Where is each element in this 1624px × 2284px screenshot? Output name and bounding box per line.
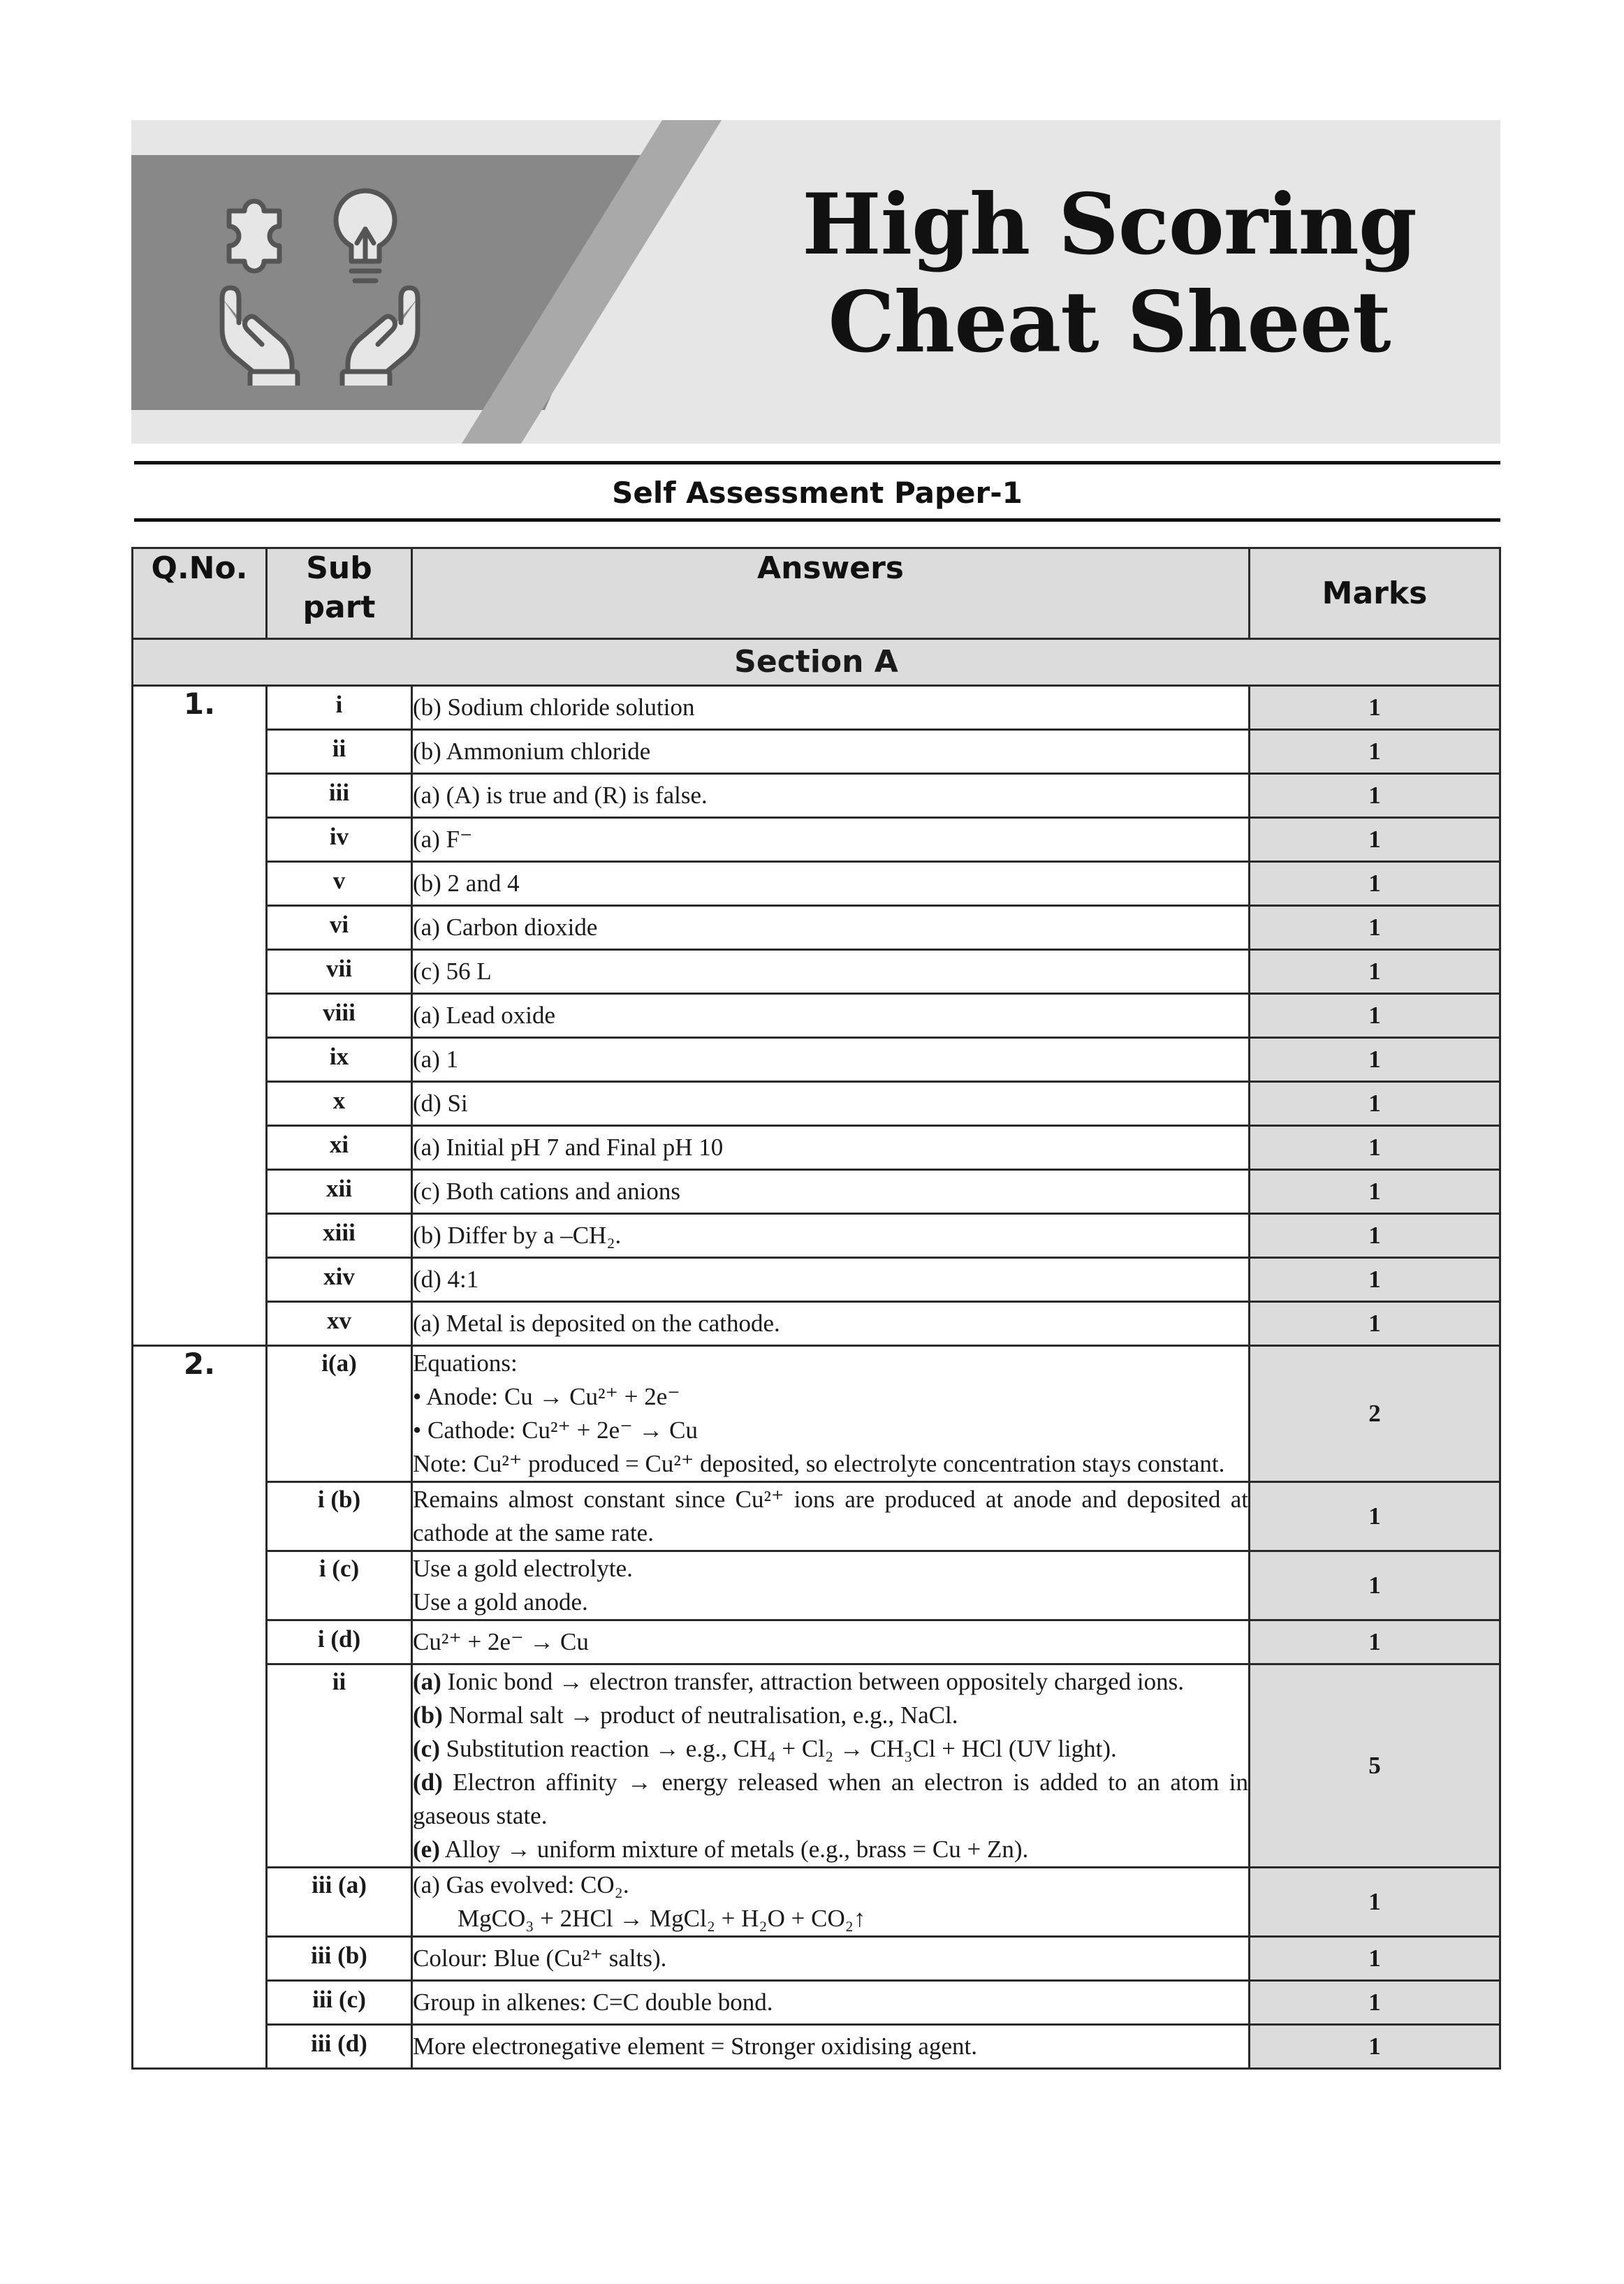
table-row <box>133 1620 1500 1664</box>
marks-cell: 1 <box>1250 686 1500 730</box>
paper-subtitle: Self Assessment Paper-1 <box>612 476 1023 510</box>
subpart-label: i (c) <box>267 1551 412 1620</box>
subpart-label: ix <box>267 1038 412 1082</box>
table-row <box>133 1664 1500 1868</box>
marks-cell: 1 <box>1250 1082 1500 1126</box>
header-answers: Answers <box>412 548 1250 639</box>
answer-cell: Group in alkenes: C=C double bond. <box>412 1981 1250 2025</box>
subpart-label: ii <box>267 1664 412 1868</box>
subpart-label: iii (d) <box>267 2025 412 2069</box>
table-row <box>133 774 1500 818</box>
table-row <box>133 862 1500 906</box>
item-text: Normal salt → product of neutralisation, e.g., NaCl. <box>442 1701 958 1729</box>
table-row <box>133 1038 1500 1082</box>
table-row <box>133 1551 1500 1620</box>
subpart-label: v <box>267 862 412 906</box>
header-row <box>133 548 1500 639</box>
answer-cell: (d) 4:1 <box>412 1258 1250 1302</box>
question-number: 2. <box>133 1346 267 2069</box>
answer-line: (a) Gas evolved: CO₂. <box>413 1871 629 1898</box>
right-hand-icon <box>342 288 418 386</box>
answer-cell: (a) F⁻ <box>412 818 1250 862</box>
marks-cell: 1 <box>1250 1551 1500 1620</box>
question-1-rows <box>133 686 1500 1346</box>
marks-cell: 1 <box>1250 1868 1500 1937</box>
answer-cell: Remains almost constant since Cu²⁺ ions are produced at anode and deposited at cathode at the same rate. <box>412 1482 1250 1551</box>
subpart-label: ii <box>267 730 412 774</box>
subpart-label: i <box>267 686 412 730</box>
header-subpart-line2: part <box>302 590 376 625</box>
marks-cell: 1 <box>1250 2025 1500 2069</box>
definition-item <box>413 1766 1248 1833</box>
definition-item <box>413 1665 1248 1699</box>
table-row <box>133 906 1500 950</box>
answer-cell <box>412 1868 1250 1937</box>
top-rule <box>134 461 1500 464</box>
definition-item <box>413 1699 1248 1732</box>
marks-cell: 1 <box>1250 774 1500 818</box>
answer-cell: (b) 2 and 4 <box>412 862 1250 906</box>
answer-cell: (b) Differ by a –CH₂. <box>412 1214 1250 1258</box>
subpart-label: xv <box>267 1302 412 1346</box>
definition-item <box>413 1833 1248 1866</box>
subpart-label: vi <box>267 906 412 950</box>
marks-cell: 1 <box>1250 1981 1500 2025</box>
answer-cell: (a) (A) is true and (R) is false. <box>412 774 1250 818</box>
item-text: Ionic bond → electron transfer, attraction between oppositely charged ions. <box>441 1668 1184 1695</box>
equation-line: MgCO₃ + 2HCl → MgCl₂ + H₂O + CO₂↑ <box>458 1905 866 1932</box>
table-row <box>133 1082 1500 1126</box>
table-row <box>133 1868 1500 1937</box>
answer-line: • Cathode: Cu²⁺ + 2e⁻ → Cu <box>413 1416 698 1444</box>
marks-cell: 1 <box>1250 1620 1500 1664</box>
marks-cell: 1 <box>1250 1214 1500 1258</box>
title-line-1: High Scoring <box>802 175 1417 274</box>
item-key: (b) <box>413 1701 443 1729</box>
item-text: Substitution reaction → e.g., CH₄ + Cl₂ → CH₃Cl + HCl (UV light). <box>439 1735 1117 1762</box>
answer-cell: More electronegative element = Stronger oxidising agent. <box>412 2025 1250 2069</box>
subpart-label: i (b) <box>267 1482 412 1551</box>
subpart-label: i(a) <box>267 1346 412 1482</box>
marks-cell: 1 <box>1250 1482 1500 1551</box>
subpart-label: viii <box>267 994 412 1038</box>
definition-item <box>413 1732 1248 1766</box>
left-hand-icon <box>222 288 298 386</box>
answer-line: Use a gold anode. <box>413 1588 588 1616</box>
item-text: Alloy → uniform mixture of metals (e.g., brass = Cu + Zn). <box>439 1836 1029 1863</box>
table-row <box>133 1346 1500 1482</box>
subpart-label: xii <box>267 1170 412 1214</box>
table-row <box>133 2025 1500 2069</box>
subpart-label: iii (b) <box>267 1937 412 1981</box>
marks-cell: 1 <box>1250 994 1500 1038</box>
subpart-label: i (d) <box>267 1620 412 1664</box>
section-a-heading: Section A <box>133 639 1500 686</box>
answer-cell: (b) Ammonium chloride <box>412 730 1250 774</box>
table-row <box>133 1214 1500 1258</box>
subpart-label: xiv <box>267 1258 412 1302</box>
table-row <box>133 1302 1500 1346</box>
answer-cell: (c) Both cations and anions <box>412 1170 1250 1214</box>
table-row <box>133 818 1500 862</box>
answer-cell: (a) 1 <box>412 1038 1250 1082</box>
marks-cell: 1 <box>1250 906 1500 950</box>
answer-line: Note: Cu²⁺ produced = Cu²⁺ deposited, so electrolyte concentration stays constant. <box>413 1450 1225 1477</box>
answer-cell <box>412 1346 1250 1482</box>
subpart-label: x <box>267 1082 412 1126</box>
header-banner <box>131 120 1500 444</box>
table-row <box>133 994 1500 1038</box>
subpart-label: iii <box>267 774 412 818</box>
marks-cell: 2 <box>1250 1346 1500 1482</box>
marks-cell: 1 <box>1250 730 1500 774</box>
answer-cell <box>412 1551 1250 1620</box>
item-text: Electron affinity → energy released when an electron is added to an atom in gaseous state. <box>413 1769 1248 1829</box>
header-marks: Marks <box>1250 548 1500 639</box>
marks-cell: 1 <box>1250 1302 1500 1346</box>
page-title <box>746 176 1472 372</box>
answer-cell: (a) Carbon dioxide <box>412 906 1250 950</box>
marks-cell: 1 <box>1250 1937 1500 1981</box>
answer-cell: (d) Si <box>412 1082 1250 1126</box>
table-row <box>133 1937 1500 1981</box>
answer-line: Equations: <box>413 1349 518 1377</box>
answer-cell: (a) Lead oxide <box>412 994 1250 1038</box>
answer-cell: Colour: Blue (Cu²⁺ salts). <box>412 1937 1250 1981</box>
answer-cell: (c) 56 L <box>412 950 1250 994</box>
puzzle-icon <box>229 201 279 271</box>
item-key: (d) <box>413 1769 443 1796</box>
marks-cell: 1 <box>1250 1258 1500 1302</box>
section-row <box>133 639 1500 686</box>
table-row <box>133 686 1500 730</box>
table-row <box>133 950 1500 994</box>
subpart-label: xi <box>267 1126 412 1170</box>
item-key: (e) <box>413 1836 440 1863</box>
table-row <box>133 1482 1500 1551</box>
marks-cell: 1 <box>1250 1170 1500 1214</box>
header-subpart-line1: Sub <box>306 550 372 586</box>
item-key: (a) <box>413 1668 441 1695</box>
marks-cell: 5 <box>1250 1664 1500 1868</box>
item-key: (c) <box>413 1735 440 1762</box>
title-line-2: Cheat Sheet <box>828 273 1391 372</box>
table-row <box>133 1170 1500 1214</box>
subpart-label: iii (a) <box>267 1868 412 1937</box>
header-qno: Q.No. <box>133 548 267 639</box>
answer-cell: (a) Initial pH 7 and Final pH 10 <box>412 1126 1250 1170</box>
question-number: 1. <box>133 686 267 1346</box>
marks-cell: 1 <box>1250 1126 1500 1170</box>
table-row <box>133 1981 1500 2025</box>
bottom-rule <box>134 518 1500 522</box>
header-icons <box>208 176 432 386</box>
answer-cell <box>412 1664 1250 1868</box>
subpart-label: iii (c) <box>267 1981 412 2025</box>
marks-cell: 1 <box>1250 862 1500 906</box>
header-subpart <box>267 548 412 639</box>
table-row <box>133 730 1500 774</box>
answer-table <box>131 547 1501 2070</box>
answer-cell: (b) Sodium chloride solution <box>412 686 1250 730</box>
answer-cell: Cu²⁺ + 2e⁻ → Cu <box>412 1620 1250 1664</box>
marks-cell: 1 <box>1250 950 1500 994</box>
table-row <box>133 1258 1500 1302</box>
marks-cell: 1 <box>1250 1038 1500 1082</box>
table-row <box>133 1126 1500 1170</box>
lightbulb-icon <box>336 191 395 281</box>
answer-line: • Anode: Cu → Cu²⁺ + 2e⁻ <box>413 1383 680 1410</box>
answer-line: Use a gold electrolyte. <box>413 1555 633 1582</box>
subpart-label: iv <box>267 818 412 862</box>
subpart-label: xiii <box>267 1214 412 1258</box>
marks-cell: 1 <box>1250 818 1500 862</box>
answer-cell: (a) Metal is deposited on the cathode. <box>412 1302 1250 1346</box>
subpart-label: vii <box>267 950 412 994</box>
